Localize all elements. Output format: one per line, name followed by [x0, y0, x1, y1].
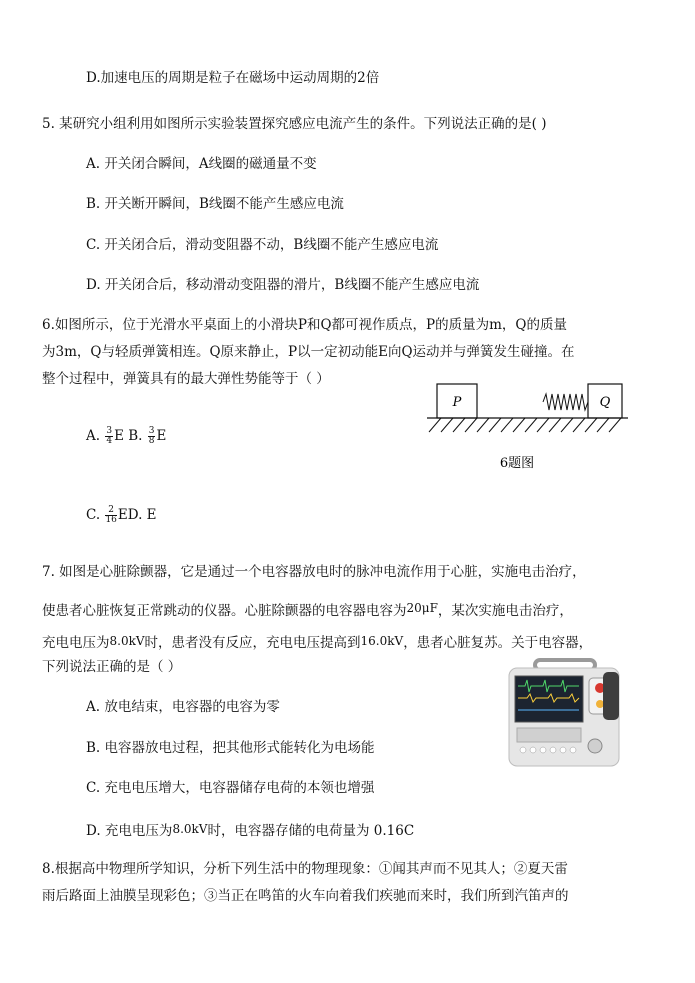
fraction-3-4: $\frac{3}{4}$ — [106, 426, 113, 446]
figure-caption: 6题图 — [499, 456, 535, 471]
q8-stem-line1: 8.根据高中物理所学知识，分析下列生活中的物理现象：①闻其声而不见其人；②夏天雷 — [42, 861, 568, 877]
q6-options-cd: C. $\frac{2}{16}$ ED. E — [86, 505, 157, 525]
block-p-label: P — [452, 395, 462, 410]
q6-stem-line1: 6.如图所示，位于光滑水平桌面上的小滑块P和Q都可视作质点，P的质量为m，Q的质量 — [42, 317, 567, 333]
fraction-2-16: $\frac{2}{16}$ — [105, 505, 117, 525]
q4-option-d: D.加速电压的周期是粒子在磁场中运动周期的2倍 — [86, 70, 380, 86]
q5-option-c: C. 开关闭合后，滑动变阻器不动，B线圈不能产生感应电流 — [86, 237, 439, 253]
block-q-label: Q — [599, 395, 611, 410]
q7-option-d: D. 充电电压为8.0kV时，电容器存储的电荷量为 0.16C — [86, 822, 415, 839]
q5-option-d: D. 开关闭合后，移动滑动变阻器的滑片，B线圈不能产生感应电流 — [86, 277, 480, 293]
q7-option-c: C. 充电电压增大，电容器储存电荷的本领也增强 — [86, 780, 375, 796]
q7-option-a: A. 放电结束，电容器的电容为零 — [86, 699, 280, 715]
q6-options-ab: A. $\frac{3}{4}$ E B. $\frac{3}{8}$ E — [86, 426, 167, 446]
spring — [543, 394, 588, 410]
q5-stem: 5. 某研究小组利用如图所示实验装置探究感应电流产生的条件。下列说法正确的是( ) — [42, 116, 547, 132]
q5-option-a: A. 开关闭合瞬间，A线圈的磁通量不变 — [86, 156, 317, 172]
q7-stem-line1: 7. 如图是心脏除颤器，它是通过一个电容器放电时的脉冲电流作用于心脏，实施电击治疗， — [42, 564, 586, 580]
q5-option-b: B. 开关断开瞬间，B线圈不能产生感应电流 — [86, 196, 344, 212]
fraction-3-8: $\frac{3}{8}$ — [148, 426, 155, 446]
q6-stem-line2: 为3m，Q与轻质弹簧相连。Q原来静止，P以一定初动能E向Q运动并与弹簧发生碰撞。在 — [42, 344, 575, 360]
table-hatching — [429, 418, 621, 432]
q8-stem-line2: 雨后路面上油膜呈现彩色；③当正在鸣笛的火车向着我们疾驰而来时，我们所到汽笛声的 — [42, 888, 569, 904]
q7-stem-line3: 充电电压为8.0kV时，患者没有反应，充电电压提高到16.0kV，患者心脏复苏。关于电容器， — [42, 634, 593, 651]
defibrillator-image — [503, 658, 625, 770]
q6-stem-line3: 整个过程中，弹簧具有的最大弹性势能等于（ ） — [42, 371, 330, 387]
q7-option-b: B. 电容器放电过程，把其他形式能转化为电场能 — [86, 740, 375, 756]
q7-stem-line2: 使患者心脏恢复正常跳动的仪器。心脏除颤器的电容器电容为20μF，某次实施电击治疗， — [42, 601, 573, 619]
q6-figure — [425, 380, 630, 475]
q7-stem-line4: 下列说法正确的是（ ） — [42, 659, 182, 675]
